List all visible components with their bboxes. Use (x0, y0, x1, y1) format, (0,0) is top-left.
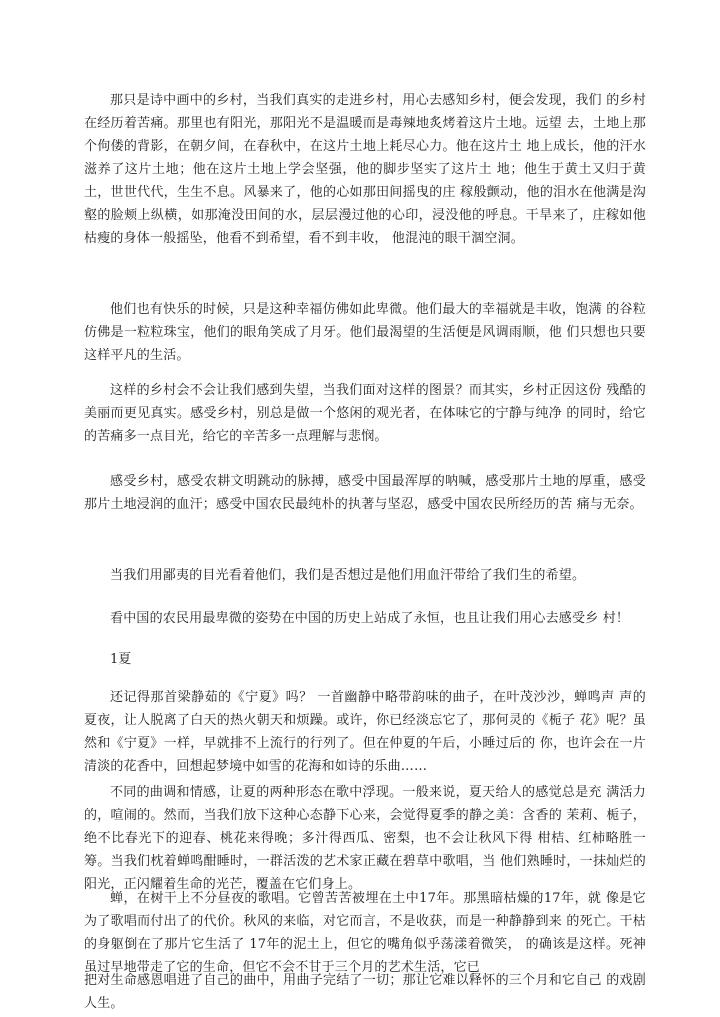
paragraph-rural-suffering: 那只是诗中画中的乡村，当我们真实的走进乡村，用心去感知乡村，便会发现，我们 的乡村在经历着苦痛。那里也有阳光，那阳光不是温暖而是毒辣地炙烤着这片土地。远望 去，土地上那个佝偻的背影，在朝夕间，在春秋中，在这片土地上耗尽心力。他在这片土 地上成长，他的汗水滋养了这片土地；他在这片土地上学会坚强，他的脚步坚实了这片土 地；他生于黄土又归于黄土，世世代代，生生不息。风暴来了，他的心如那田间摇曳的庄 稼般颤动，他的泪水在他满是沟壑的脸颊上纵横，如那淹没田间的水，层层漫过他的心印，浸没他的呼息。干旱来了，庄稼如他枯瘦的身体一般摇坠，他看不到希望，看不到丰收， 他混沌的眼干涸空洞。 (84, 93, 646, 246)
paragraph-small-happiness: 他们也有快乐的时候，只是这种幸福仿佛如此卑微。他们最大的幸福就是丰收，饱满 的谷粒仿佛是一粒粒珠宝，他们的眼角笑成了月牙。他们最渴望的生活便是风调雨顺，他 们只想也只要这样平凡的生活。 (84, 302, 646, 363)
paragraph-cicada: 蝉，在树干上不分昼夜的歌唱。它曾苦苦被埋在土中17年。那黑暗枯燥的17年，就 像是它为了歌唱而付出了的代价。秋风的来临，对它而言，不是收获，而是一种静静到来 的死亡。干枯的身躯倒在了那片它生活了 17年的泥土上，但它的嘴角似乎荡漾着微笑， 的确该是这样。死神虽过早地带走了它的生命，但它不会不甘于三个月的艺术生活，它已 (84, 891, 646, 975)
paragraph-ning-xia-song: 还记得那首梁静茹的《宁夏》吗？ 一首幽静中略带韵味的曲子，在叶茂沙沙，蝉鸣声 声的夏夜，让人脱离了白天的热火朝天和烦躁。或许，你已经淡忘它了，那何灵的《栀子 花》呢？虽然和《宁夏》一样，早就排不上流行的行列了。但在仲夏的午后，小睡过后的 你，也许会在一片清淡的花香中，回想起梦境中如雪的花海和如诗的乐曲…… (84, 690, 646, 774)
paragraph-disdainful-gaze: 当我们用鄙夷的目光看着他们，我们是否想过是他们用血汗带给了我们生的希望。 (110, 568, 586, 583)
paragraph-two-forms-of-summer: 不同的曲调和情感，让夏的两种形态在歌中浮现。一般来说，夏天给人的感觉总是充 满活力的，喧闹的。然而，当我们放下这种心态静下心来，会觉得夏季的静之美：含香的 茉莉、栀子，绝不比春光下的迎春、桃花来得晚；多汁得西瓜、密梨，也不会让秋风下得 柑桔、红柿略胜一筹。当我们枕着蝉鸣酣睡时，一群活泼的艺术家正藏在碧草中歌唱，当 他们熟睡时，一抹灿烂的阳光，正闪耀着生命的光芒，覆盖在它们身上。 (84, 785, 646, 892)
paragraph-eternal-peasants: 看中国的农民用最卑微的姿势在中国的历史上站成了永恒，也且让我们用心去感受乡 村！ (110, 611, 630, 626)
paragraph-cicada-continued: 把对生命感恩唱进了自己的曲中，用曲子完结了一切；那让它难以释怀的三个月和它自己 的戏剧人生。 (84, 973, 646, 1011)
paragraph-cruel-beauty: 这样的乡村会不会让我们感到失望，当我们面对这样的图景？而其实，乡村正因这份 残酷的美丽而更见真实。感受乡村，别总是做一个悠闲的观光者，在体味它的宁静与纯净 的同时，给它的苦痛多一点目光，给它的辛苦多一点理解与悲悯。 (84, 383, 646, 444)
section-heading-summer: 1夏 (110, 652, 132, 667)
paragraph-feel-countryside: 感受乡村，感受农耕文明跳动的脉搏，感受中国最浑厚的呐喊，感受那片土地的厚重，感受那片土地浸润的血汗；感受中国农民最纯朴的执著与坚忍，感受中国农民所经历的苦 痛与无奈。 (84, 474, 646, 512)
